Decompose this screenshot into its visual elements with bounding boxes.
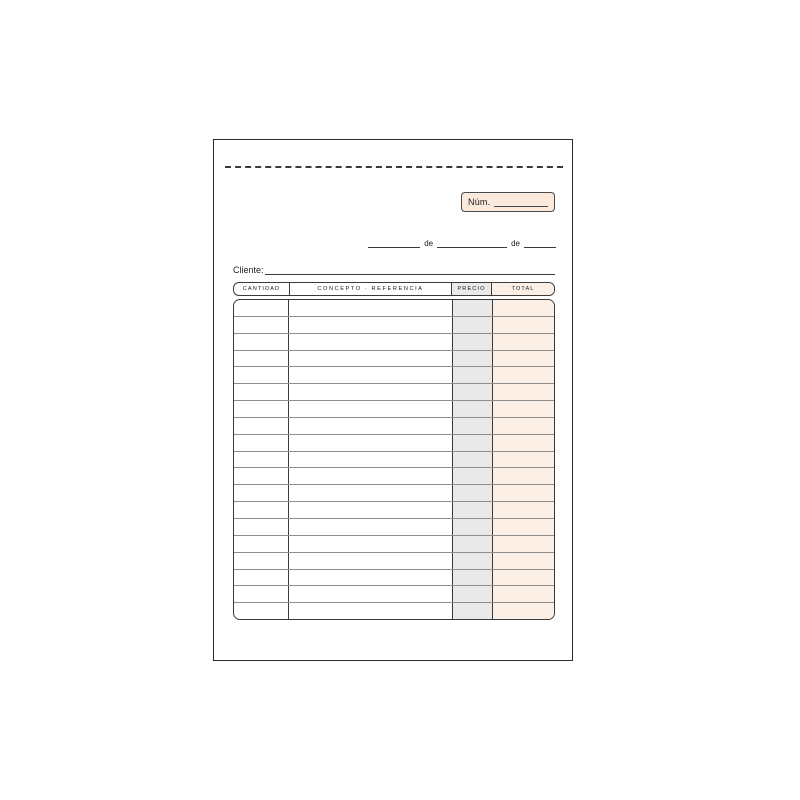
table-row[interactable] <box>234 351 554 368</box>
date-year-field[interactable] <box>524 238 556 248</box>
date-de-1: de <box>424 239 434 248</box>
column-header-concepto-referencia: CONCEPTO · REFERENCIA <box>290 283 452 295</box>
table-row[interactable] <box>234 452 554 469</box>
table-rows <box>234 300 554 619</box>
column-header-cantidad: CANTIDAD <box>234 283 290 295</box>
column-header-precio: PRECIO <box>452 283 492 295</box>
date-line[interactable] <box>364 234 556 248</box>
receipt-sheet <box>213 139 573 661</box>
column-header-total: TOTAL <box>492 283 554 295</box>
table-row[interactable] <box>234 435 554 452</box>
table-row[interactable] <box>234 300 554 317</box>
table-row[interactable] <box>234 485 554 502</box>
table-row[interactable] <box>234 553 554 570</box>
table-row[interactable] <box>234 570 554 587</box>
cliente-label: Cliente: <box>233 265 264 275</box>
table-row[interactable] <box>234 536 554 553</box>
table-row[interactable] <box>234 418 554 435</box>
numero-box[interactable] <box>461 192 555 212</box>
date-month-field[interactable] <box>437 238 507 248</box>
table-body <box>233 299 555 620</box>
table-row[interactable] <box>234 519 554 536</box>
table-row[interactable] <box>234 502 554 519</box>
table-row[interactable] <box>234 367 554 384</box>
table-row[interactable] <box>234 334 554 351</box>
table-row[interactable] <box>234 317 554 334</box>
numero-value-rule <box>494 206 548 207</box>
cliente-input-rule[interactable] <box>265 264 555 275</box>
table-row[interactable] <box>234 384 554 401</box>
numero-label: Núm. <box>468 197 491 207</box>
table-row[interactable] <box>234 586 554 603</box>
date-day-field[interactable] <box>368 238 420 248</box>
perforation-dashed-line <box>225 166 563 168</box>
table-row[interactable] <box>234 401 554 418</box>
table-row[interactable] <box>234 468 554 485</box>
table-row[interactable] <box>234 603 554 619</box>
date-de-2: de <box>511 239 520 248</box>
cliente-row[interactable] <box>233 262 555 275</box>
table-header <box>233 282 555 296</box>
